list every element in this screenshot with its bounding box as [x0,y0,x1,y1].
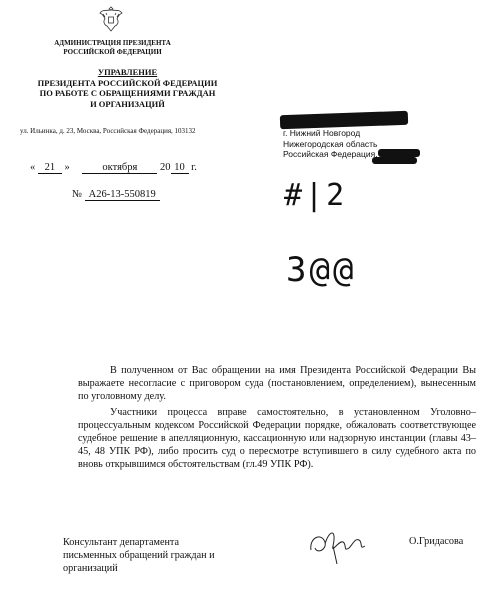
administration-header [40,39,185,57]
date-close-quote: » [64,162,70,173]
administration-line: РОССИЙСКОЙ ФЕДЕРАЦИИ [63,48,162,56]
recipient-line: Российская Федерация, [283,149,378,159]
letter-date [30,162,215,174]
administration-line: АДМИНИСТРАЦИЯ ПРЕЗИДЕНТА [54,39,171,47]
department-line: ПО РАБОТЕ С ОБРАЩЕНИЯМИ ГРАЖДАН [39,88,216,98]
handwritten-mark: З@@ [286,250,357,290]
letter-body [78,364,476,474]
russian-coat-of-arms-icon [98,4,124,34]
redaction-mark [280,111,408,129]
signatory-title [63,536,215,575]
registration-value: А26-13-550819 [85,189,160,201]
date-open-quote: « [30,162,36,173]
date-month: октября [82,162,157,174]
signatory-name: О.Гридасова [409,536,464,547]
date-year-prefix: 20 [160,162,171,173]
department-header [30,67,225,109]
handwritten-signature [303,520,383,568]
department-line: ПРЕЗИДЕНТА РОССИЙСКОЙ ФЕДЕРАЦИИ [37,77,218,88]
date-day: 21 [38,162,62,174]
registration-number [72,189,160,200]
signatory-title-line: Консультант департамента [63,537,180,548]
redaction-mark [372,157,417,164]
handwritten-mark: #|2 [284,178,348,213]
department-line: УПРАВЛЕНИЕ [97,67,158,77]
registration-prefix: № [72,189,83,200]
redaction-mark [378,149,420,157]
body-paragraph: В полученном от Вас обращении на имя Президента Российской Федерации Вы выражаете несогласие с приговором суда (постановлением, определением), вынесенным по уголовному делу. [78,365,476,402]
recipient-line: Нижегородская область [283,138,378,149]
date-year-unit: г. [191,162,197,173]
sender-address: ул. Ильинка, д. 23, Москва, Российская Федерация, 103132 [20,127,196,135]
date-year: 10 [171,162,189,174]
department-line: И ОРГАНИЗАЦИЙ [90,98,165,109]
recipient-line: г. Нижний Новгород [283,128,361,138]
signatory-title-line: организаций [63,563,118,574]
signatory-title-line: письменных обращений граждан и [63,550,215,561]
recipient-address [283,128,378,160]
body-paragraph: Участники процесса вправе самостоятельно, в установленном Уголовно–процессуальным кодексом Российской Федерации порядке, обжаловать соответствующее судебное решение в апелляционную, кассационную или надзорную инстанции (главы 43–45, 48 УПК РФ), либо просить суд о пересмотре вступившего в силу судебного акта по вновь открывшимся обстоятельствам (гл.49 УПК РФ). [78,407,476,470]
